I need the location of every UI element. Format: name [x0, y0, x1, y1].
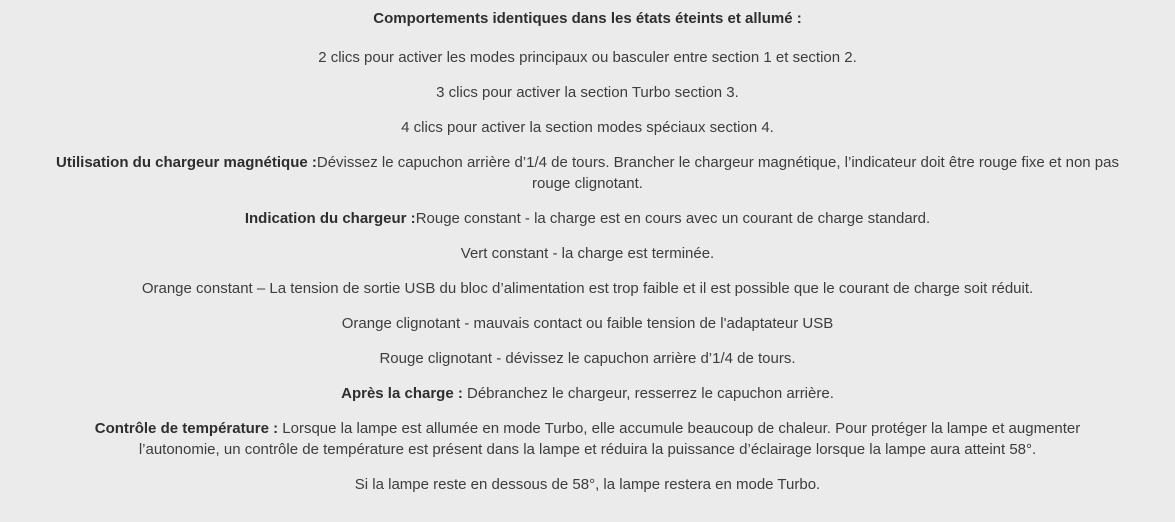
after-charge-text: Débranchez le chargeur, resserrez le capuchon arrière. — [462, 385, 834, 402]
status-orange-constant-text: Orange constant – La tension de sortie USB du bloc d’alimentation est trop faible et il est possible que le courant de charge soit réduit. — [141, 280, 1034, 297]
instruction-2-clicks — [55, 47, 1121, 68]
instruction-3-clicks-text: 3 clics pour activer la section Turbo section 3. — [436, 84, 739, 101]
charger-indication-label: Indication du chargeur : — [244, 210, 416, 227]
instruction-4-clicks-text: 4 clics pour activer la section modes spéciaux section 4. — [401, 119, 774, 136]
charger-indication-text: Rouge constant - la charge est en cours avec un courant de charge standard. — [415, 210, 931, 227]
turbo-below-58 — [55, 474, 1121, 495]
instruction-4-clicks — [55, 117, 1121, 138]
instruction-2-clicks-text: 2 clics pour activer les modes principaux ou basculer entre section 1 et section 2. — [318, 49, 857, 66]
heading-identical-behaviors — [55, 8, 1121, 29]
status-orange-blinking — [55, 313, 1121, 334]
charger-indication — [55, 208, 1121, 229]
charger-usage-text: Dévissez le capuchon arrière d’1/4 de tours. Brancher le chargeur magnétique, l’indicateur doit être rouge fixe et non pas rouge clignotant. — [316, 154, 1119, 192]
charger-usage — [55, 152, 1121, 194]
heading-identical-behaviors-label: Comportements identiques dans les états éteints et allumé : — [373, 10, 802, 27]
temperature-control — [55, 418, 1121, 460]
status-orange-constant — [55, 278, 1121, 299]
status-green-constant-text: Vert constant - la charge est terminée. — [460, 245, 715, 262]
temperature-control-text: Lorsque la lampe est allumée en mode Turbo, elle accumule beaucoup de chaleur. Pour protéger la lampe et augmenter l’autonomie, un contrôle de température est présent dans la lampe et réduira la puissance d’éclairage lorsque la lampe aura atteint 58°. — [138, 420, 1081, 458]
status-green-constant — [55, 243, 1121, 264]
temperature-control-label: Contrôle de température : — [94, 420, 279, 437]
turbo-below-58-text: Si la lampe reste en dessous de 58°, la lampe restera en mode Turbo. — [354, 476, 821, 493]
after-charge — [55, 383, 1121, 404]
status-orange-blinking-text: Orange clignotant - mauvais contact ou faible tension de l'adaptateur USB — [341, 315, 834, 332]
status-red-blinking — [55, 348, 1121, 369]
instructions-document — [55, 0, 1121, 495]
charger-usage-label: Utilisation du chargeur magnétique : — [56, 154, 317, 171]
instruction-3-clicks — [55, 82, 1121, 103]
after-charge-label: Après la charge : — [341, 385, 463, 402]
status-red-blinking-text: Rouge clignotant - dévissez le capuchon arrière d’1/4 de tours. — [379, 350, 796, 367]
